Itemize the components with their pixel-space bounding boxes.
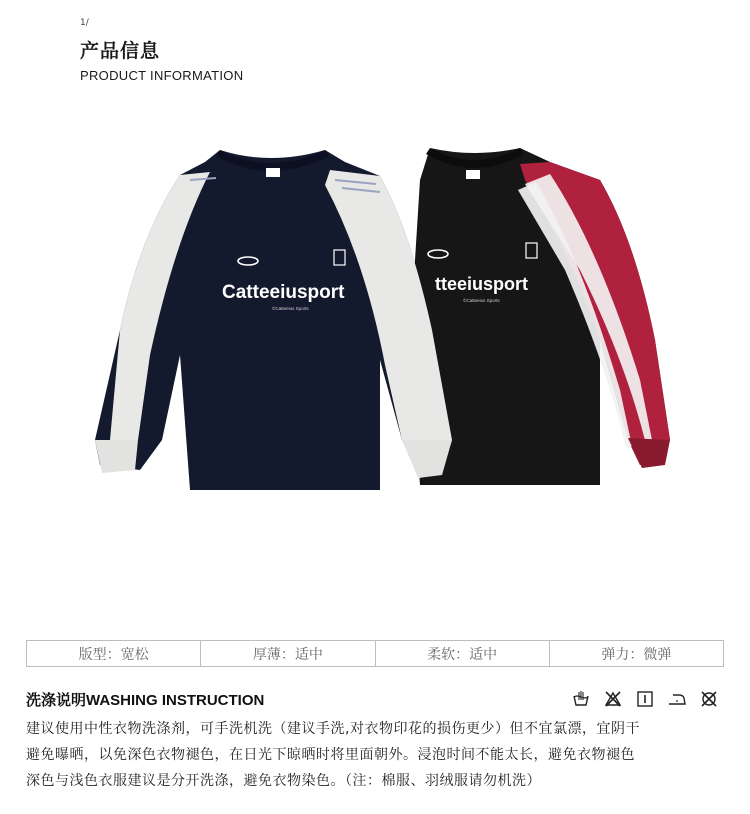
iron-icon xyxy=(668,690,686,708)
section-title-en: PRODUCT INFORMATION xyxy=(80,68,244,83)
washing-title: 洗涤说明WASHING INSTRUCTION xyxy=(26,692,265,709)
navy-sweatshirt xyxy=(95,150,452,490)
spec-table xyxy=(26,640,724,667)
brand-sub-left: ©Catteeius Sports xyxy=(272,306,309,311)
wash-line: 避免曝晒，以免深色衣物褪色，在日光下晾晒时将里面朝外。浸泡时间不能太长，避免衣物褪色 xyxy=(26,747,635,763)
wash-line: 建议使用中性衣物洗涤剂，可手洗机洗（建议手洗,对衣物印花的损伤更少）但不宜氯漂，宜阴干 xyxy=(26,721,640,737)
product-photo xyxy=(80,140,680,500)
washing-instructions xyxy=(26,716,736,794)
brand-text-left: Catteeiusport xyxy=(222,282,345,303)
spec-softness: 柔软：适中 xyxy=(376,641,550,666)
no-bleach-icon xyxy=(604,690,622,708)
spec-elasticity: 弹力：微弹 xyxy=(601,646,672,663)
spec-fit: 版型：宽松 xyxy=(27,641,201,666)
no-dry-clean-icon xyxy=(700,690,718,708)
page-index: 1/ xyxy=(80,18,89,28)
tumble-dry-icon xyxy=(636,690,654,708)
wash-line: 深色与浅色衣服建议是分开洗涤，避免衣物染色。（注：棉服、羽绒服请勿机洗） xyxy=(26,773,541,789)
hand-wash-icon xyxy=(572,690,590,708)
care-icons xyxy=(572,690,718,708)
spec-thickness: 厚薄：适中 xyxy=(201,641,375,666)
brand-text-right: tteeiusport xyxy=(435,274,529,294)
brand-sub-right: ©Catteeius Sports xyxy=(463,298,500,303)
section-title-cn: 产品信息 xyxy=(80,40,161,62)
